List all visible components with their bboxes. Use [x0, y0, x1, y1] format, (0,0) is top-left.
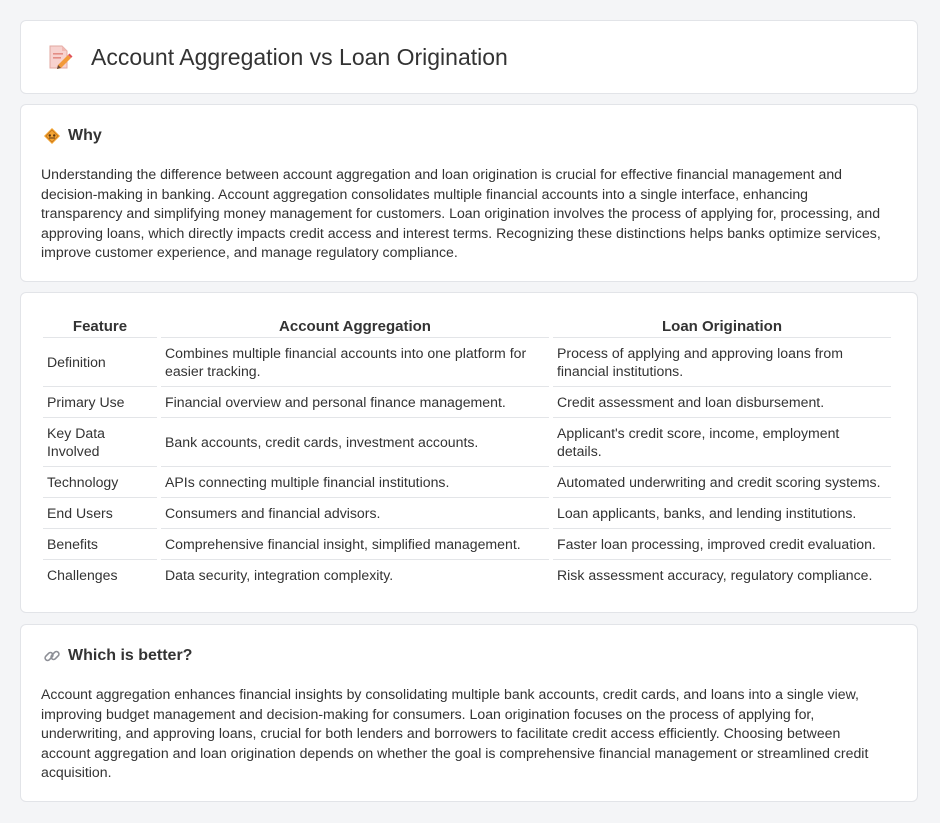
table-row [43, 386, 891, 417]
aggregation-cell: Combines multiple financial accounts into one platform for easier tracking. [161, 337, 549, 386]
table-row [43, 497, 891, 528]
document-pencil-icon [45, 43, 73, 71]
feature-cell: End Users [43, 497, 157, 528]
diamond-sign-icon [43, 127, 61, 145]
better-title: Which is better? [68, 647, 193, 664]
aggregation-cell: Bank accounts, credit cards, investment accounts. [161, 417, 549, 466]
feature-cell: Key Data Involved [43, 417, 157, 466]
origination-cell: Risk assessment accuracy, regulatory compliance. [553, 559, 891, 590]
aggregation-cell: Financial overview and personal finance management. [161, 386, 549, 417]
comparison-card [20, 292, 918, 613]
aggregation-cell: Consumers and financial advisors. [161, 497, 549, 528]
aggregation-cell: APIs connecting multiple financial institutions. [161, 466, 549, 497]
header-account-aggregation: Account Aggregation [279, 318, 431, 335]
origination-cell: Credit assessment and loan disbursement. [553, 386, 891, 417]
origination-cell: Faster loan processing, improved credit evaluation. [553, 528, 891, 559]
aggregation-cell: Data security, integration complexity. [161, 559, 549, 590]
why-section [20, 104, 918, 282]
why-title: Why [68, 127, 102, 144]
table-row [43, 559, 891, 590]
page-title: Account Aggregation vs Loan Origination [91, 43, 508, 70]
header-loan-origination: Loan Origination [662, 318, 782, 335]
origination-cell: Applicant's credit score, income, employment details. [553, 417, 891, 466]
origination-cell: Loan applicants, banks, and lending institutions. [553, 497, 891, 528]
which-is-better-section [20, 624, 918, 802]
feature-cell: Primary Use [43, 386, 157, 417]
better-text: Account aggregation enhances financial insights by consolidating multiple bank accounts, credit cards, and loans into a single view, improving budget management and decision-making for consumers. Loan origination focuses on the process of applying for, underwriting, and approving loans, crucial for both lenders and borrowers to facilitate credit access efficiently. Choosing between account aggregation and loan origination depends on whether the goal is comprehensive financial management or streamlined credit acquisition. [41, 686, 869, 781]
feature-cell: Benefits [43, 528, 157, 559]
why-text: Understanding the difference between account aggregation and loan origination is crucial for effective financial management and decision-making in banking. Account aggregation consolidates multiple financial accounts into a single interface, enhancing transparency and simplifying money management for customers. Loan origination involves the process of applying for, processing, and approving loans, which directly impacts credit access and interest terms. Recognizing these distinctions helps banks optimize services, improve customer experience, and manage regulatory compliance. [41, 166, 881, 261]
table-header-row [43, 315, 891, 337]
origination-cell: Automated underwriting and credit scoring systems. [553, 466, 891, 497]
aggregation-cell: Comprehensive financial insight, simplified management. [161, 528, 549, 559]
title-row [45, 43, 508, 71]
comparison-table [39, 315, 895, 590]
link-icon [43, 647, 61, 665]
why-heading [43, 127, 102, 145]
table-row [43, 528, 891, 559]
table-row [43, 337, 891, 386]
table-row [43, 466, 891, 497]
feature-cell: Challenges [43, 559, 157, 590]
header-feature: Feature [72, 318, 128, 335]
title-card [20, 20, 918, 94]
better-heading [43, 647, 192, 665]
feature-cell: Definition [43, 337, 157, 386]
table-row [43, 417, 891, 466]
feature-cell: Technology [43, 466, 157, 497]
origination-cell: Process of applying and approving loans from financial institutions. [553, 337, 891, 386]
